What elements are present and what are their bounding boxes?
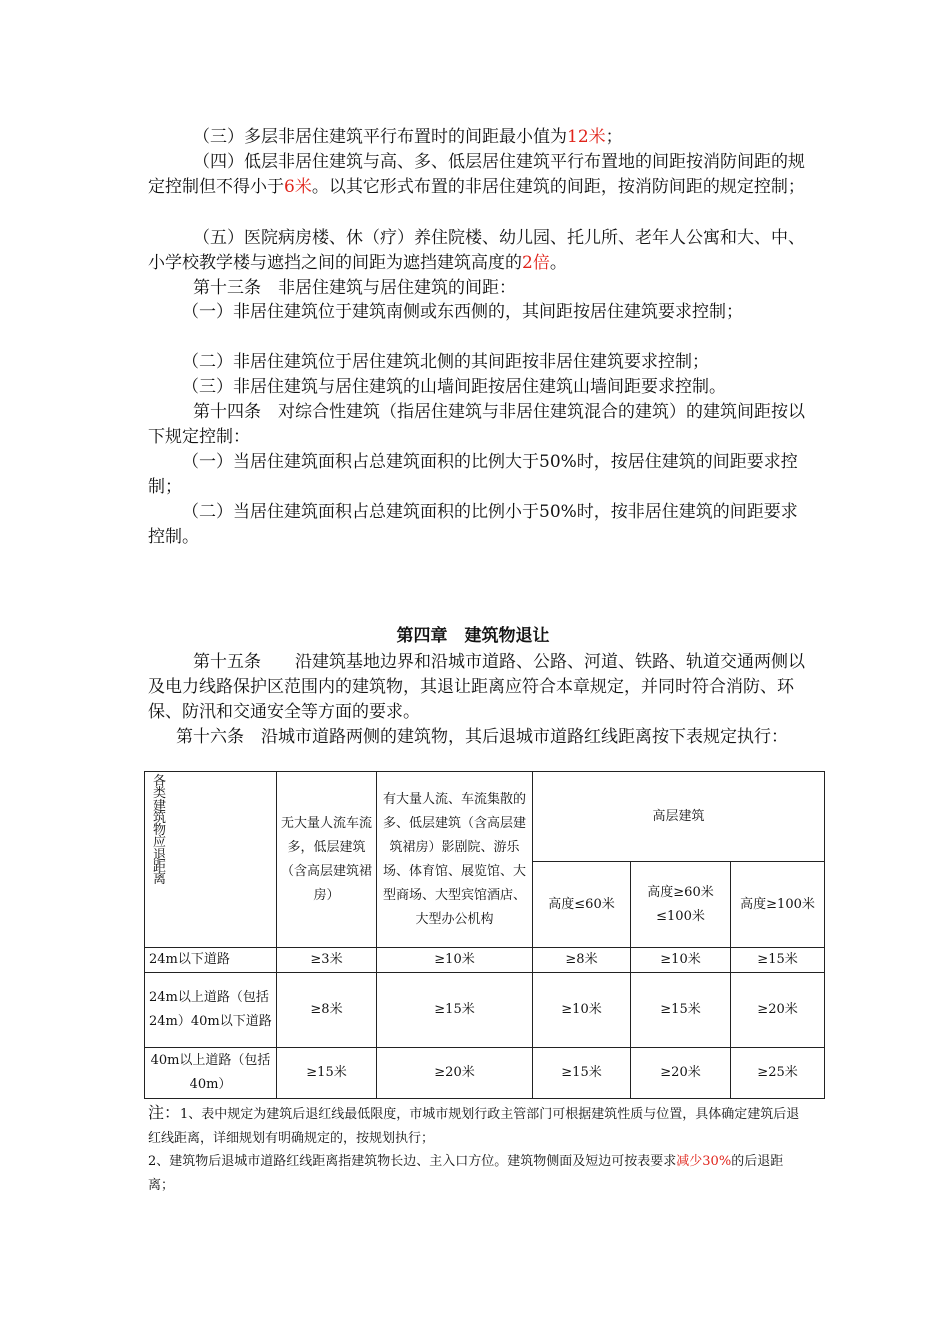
article-13-heading: 第十三条 非居住建筑与居住建筑的间距：: [193, 278, 516, 298]
table-note-1: 注：1、表中规定为建筑后退红线最低限度，市城市规划行政主管部门可根据建筑性质与位置，具体确定建筑后退红线距离，详细规划有明确规定的，按规划执行；: [148, 1103, 800, 1146]
paragraph-5: （五）医院病房楼、休（疗）养住院楼、幼儿园、托儿所、老年人公寓和大、中、小学校教学楼与遮挡之间的间距为遮挡建筑高度的2倍。: [148, 228, 805, 273]
setback-table: [144, 771, 825, 1099]
highlight-12m: 12米: [567, 127, 606, 147]
header-height-under-60: 高度≤60米: [533, 862, 631, 948]
header-low-rise: 无大量人流车流多，低层建筑（含高层建筑裙房）: [277, 772, 377, 948]
article-14-item-2: （二）当居住建筑面积占总建筑面积的比例小于50%时，按非居住建筑的间距要求控制。: [148, 502, 798, 547]
table-row: 24m以上道路（包括24m）40m以下道路 ≥8米 ≥15米 ≥10米 ≥15米 ≥20米: [145, 973, 825, 1048]
table-row: 40m以上道路（包括40m） ≥15米 ≥20米 ≥15米 ≥20米 ≥25米: [145, 1048, 825, 1099]
article-13-item-2: （二）非居住建筑位于居住建筑北侧的其间距按非居住建筑要求控制；: [182, 352, 709, 372]
header-high-traffic: 有大量人流、车流集散的多、低层建筑（含高层建筑裙房）影剧院、游乐场、体育馆、展览馆、大型商场、大型宾馆酒店、大型办公机构: [377, 772, 533, 948]
header-height-over-100: 高度≥100米: [731, 862, 825, 948]
article-14-heading: 第十四条 对综合性建筑（指居住建筑与非居住建筑混合的建筑）的建筑间距按以下规定控制：: [148, 402, 805, 447]
paragraph-4: （四）低层非居住建筑与高、多、低层居住建筑平行布置地的间距按消防间距的规定控制但不得小于6米。以其它形式布置的非居住建筑的间距，按消防间距的规定控制；: [148, 152, 805, 197]
chapter-title: 第四章 建筑物退让: [396, 626, 550, 646]
article-13-item-3: （三）非居住建筑与居住建筑的山墙间距按居住建筑山墙间距要求控制。: [182, 377, 726, 397]
article-16: 第十六条 沿城市道路两侧的建筑物，其后退城市道路红线距离按下表规定执行：: [176, 727, 788, 747]
header-high-rise: 高层建筑: [533, 772, 825, 862]
article-15: 第十五条 沿建筑基地边界和沿城市道路、公路、河道、铁路、轨道交通两侧以及电力线路保护区范围内的建筑物，其退让距离应符合本章规定，并同时符合消防、环保、防汛和交通安全等方面的要求。: [148, 652, 805, 722]
table-row: 24m以下道路 ≥3米 ≥10米 ≥8米 ≥10米 ≥15米: [145, 948, 825, 973]
highlight-2x: 2倍: [522, 253, 550, 273]
paragraph-3: （三）多层非居住建筑平行布置时的间距最小值为12米；: [193, 127, 623, 147]
table-corner-header: 各类建筑物应退距离: [145, 772, 277, 948]
article-14-item-1: （一）当居住建筑面积占总建筑面积的比例大于50%时，按居住建筑的间距要求控制；: [148, 452, 798, 497]
highlight-6m: 6米: [284, 177, 312, 197]
article-13-item-1: （一）非居住建筑位于建筑南侧或东西侧的，其间距按居住建筑要求控制；: [182, 302, 743, 322]
table-note-2: 2、建筑物后退城市道路红线距离指建筑物长边、主入口方位。建筑物侧面及短边可按表要求减少30%的后退距离；: [148, 1154, 784, 1193]
header-height-60-100: 高度≥60米≤100米: [631, 862, 731, 948]
highlight-reduce-30: 减少30%: [676, 1154, 732, 1169]
